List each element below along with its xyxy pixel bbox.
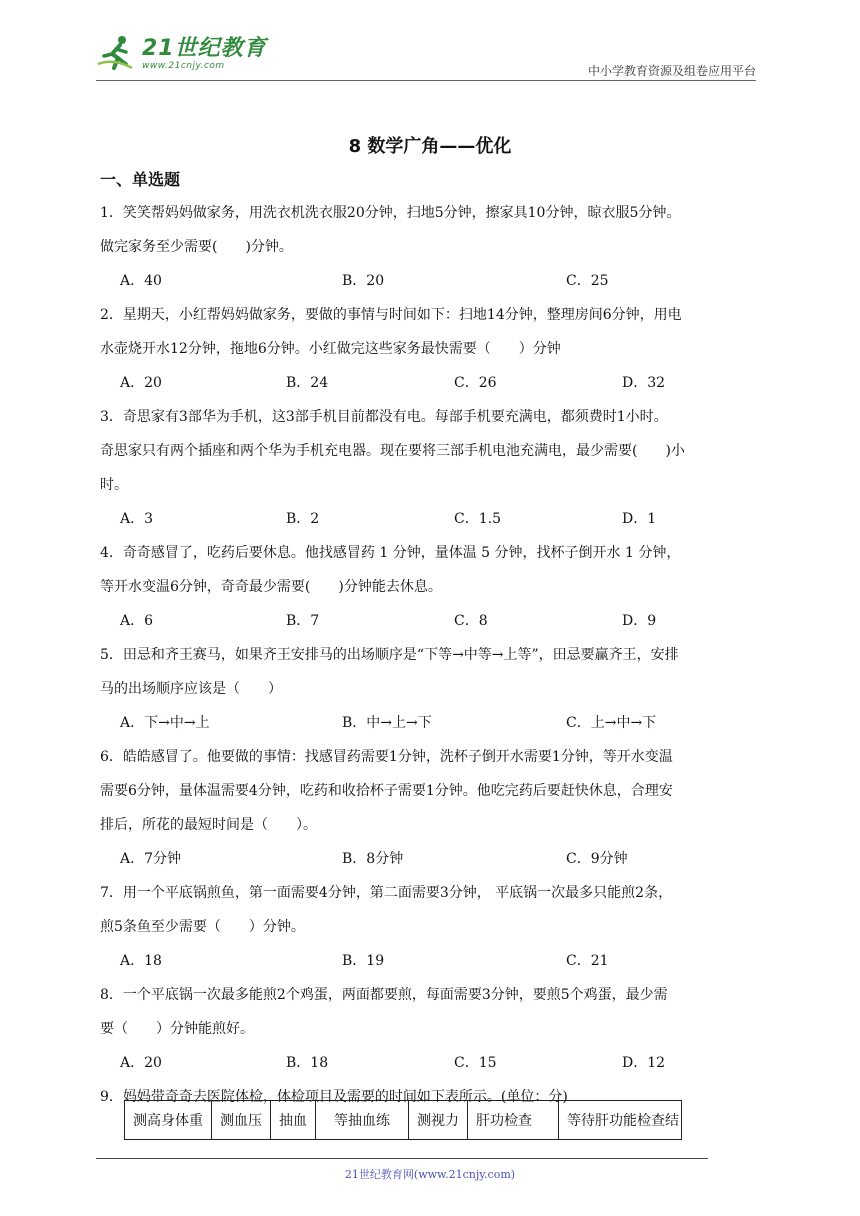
question-2-line-2: 水壶烧开水12分钟，拖地6分钟。小红做完这些家务最快需要（ ）分钟 [100, 341, 561, 357]
option-a: A．40 [120, 273, 162, 289]
platform-name: 中小学教育资源及组卷应用平台 [587, 64, 756, 78]
question-6-line-1: 6．皓皓感冒了。他要做的事情：找感冒药需要1分钟，洗杯子倒开水需要1分钟，等开水变温 [100, 749, 673, 765]
question-3-line-3: 时。 [100, 477, 128, 493]
option-b: B．20 [342, 273, 385, 289]
option-b: B．18 [286, 1055, 329, 1071]
question-3-options [100, 502, 762, 536]
option-c: C．1.5 [454, 511, 501, 527]
question-8-line-2: 要（ ）分钟能煎好。 [100, 1021, 254, 1037]
question-7-options [100, 944, 762, 978]
question-6-line-3: 排后，所花的最短时间是（ ）。 [100, 817, 317, 833]
table-cell: 测高身体重 [125, 1101, 212, 1140]
option-c: C．9分钟 [566, 851, 628, 867]
table-cell: 抽血 [271, 1101, 316, 1140]
logo-url: www.21cnjy.com [142, 60, 225, 71]
question-2-options [100, 366, 762, 400]
table-cell: 测视力 [409, 1101, 468, 1140]
question-7-line-2: 煎5条鱼至少需要（ ）分钟。 [100, 919, 305, 935]
option-b: B．8分钟 [342, 851, 404, 867]
option-d: D．9 [622, 613, 657, 629]
question-1-options [100, 264, 762, 298]
table-cell: 等抽血练 [316, 1101, 409, 1140]
option-a: A．18 [120, 953, 162, 969]
question-9-line-1: 9．妈妈带奇奇去医院体检，体检项目及需要的时间如下表所示。(单位：分) [100, 1089, 568, 1105]
table-cell: 肝功检查 [468, 1101, 559, 1140]
option-a: A．3 [120, 511, 154, 527]
question-5-line-2: 马的出场顺序应该是（ ） [100, 681, 282, 697]
question-6-line-2: 需要6分钟，量体温需要4分钟，吃药和收拾杯子需要1分钟。他吃完药后要赶快休息，合理安 [100, 783, 673, 799]
exam-items-table [124, 1100, 682, 1140]
table-row [125, 1101, 682, 1140]
question-5-line-1: 5．田忌和齐王赛马，如果齐王安排马的出场顺序是“下等→中等→上等”，田忌要赢齐王，安排 [100, 647, 679, 663]
question-5-options [100, 706, 762, 740]
option-c: C．15 [454, 1055, 497, 1071]
question-3-line-1: 3．奇思家有3部华为手机，这3部手机目前都没有电。每部手机要充满电，都须费时1小时。 [100, 409, 668, 425]
question-6-options [100, 842, 762, 876]
page-header [96, 30, 756, 80]
option-a: A．下→中→上 [120, 715, 210, 731]
option-a: A．20 [120, 375, 162, 391]
option-c: C．上→中→下 [566, 715, 657, 731]
logo [96, 34, 267, 74]
option-c: C．21 [566, 953, 609, 969]
footer-text: 21世纪教育网(www.21cnjy.com) [344, 1168, 516, 1181]
table-cell: 等待肝功能检查结 [559, 1101, 682, 1140]
runner-logo-icon [96, 34, 138, 74]
option-c: C．8 [454, 613, 488, 629]
table-cell: 测血压 [212, 1101, 271, 1140]
option-c: C．26 [454, 375, 497, 391]
option-a: A．20 [120, 1055, 162, 1071]
option-d: D．12 [622, 1055, 666, 1071]
question-8-line-1: 8．一个平底锅一次最多能煎2个鸡蛋，两面都要煎，每面需要3分钟，要煎5个鸡蛋，最少需 [100, 987, 668, 1003]
option-b: B．2 [286, 511, 320, 527]
question-7-line-1: 7．用一个平底锅煎鱼，第一面需要4分钟，第二面需要3分钟， 平底锅一次最多只能煎2条， [100, 885, 673, 901]
question-2-line-1: 2．星期天，小红帮妈妈做家务，要做的事情与时间如下：扫地14分钟，整理房间6分钟，用电 [100, 307, 682, 323]
option-c: C．25 [566, 273, 609, 289]
question-1-line-2: 做完家务至少需要( )分钟。 [100, 239, 293, 255]
option-d: D．32 [622, 375, 666, 391]
page-title: 8 数学广角——优化 [348, 136, 512, 157]
footer-divider [96, 1158, 708, 1159]
option-a: A．7分钟 [120, 851, 182, 867]
option-b: B．中→上→下 [342, 715, 432, 731]
section-heading: 一、单选题 [100, 170, 181, 189]
header-divider [96, 80, 756, 81]
question-list [100, 196, 762, 1114]
question-4-line-1: 4．奇奇感冒了，吃药后要休息。他找感冒药 1 分钟，量体温 5 分钟，找杯子倒开水 1 分钟， [100, 545, 681, 561]
option-b: B．7 [286, 613, 320, 629]
option-a: A．6 [120, 613, 154, 629]
question-4-line-2: 等开水变温6分钟，奇奇最少需要( )分钟能去休息。 [100, 579, 442, 595]
option-d: D．1 [622, 511, 657, 527]
logo-text: 21世纪教育 [142, 35, 267, 61]
option-b: B．19 [342, 953, 385, 969]
question-8-options [100, 1046, 762, 1080]
question-1-line-1: 1．笑笑帮妈妈做家务，用洗衣机洗衣服20分钟，扫地5分钟，擦家具10分钟，晾衣服5分钟。 [100, 205, 681, 221]
option-b: B．24 [286, 375, 329, 391]
question-3-line-2: 奇思家只有两个插座和两个华为手机充电器。现在要将三部手机电池充满电，最少需要( )小 [100, 443, 685, 459]
question-4-options [100, 604, 762, 638]
